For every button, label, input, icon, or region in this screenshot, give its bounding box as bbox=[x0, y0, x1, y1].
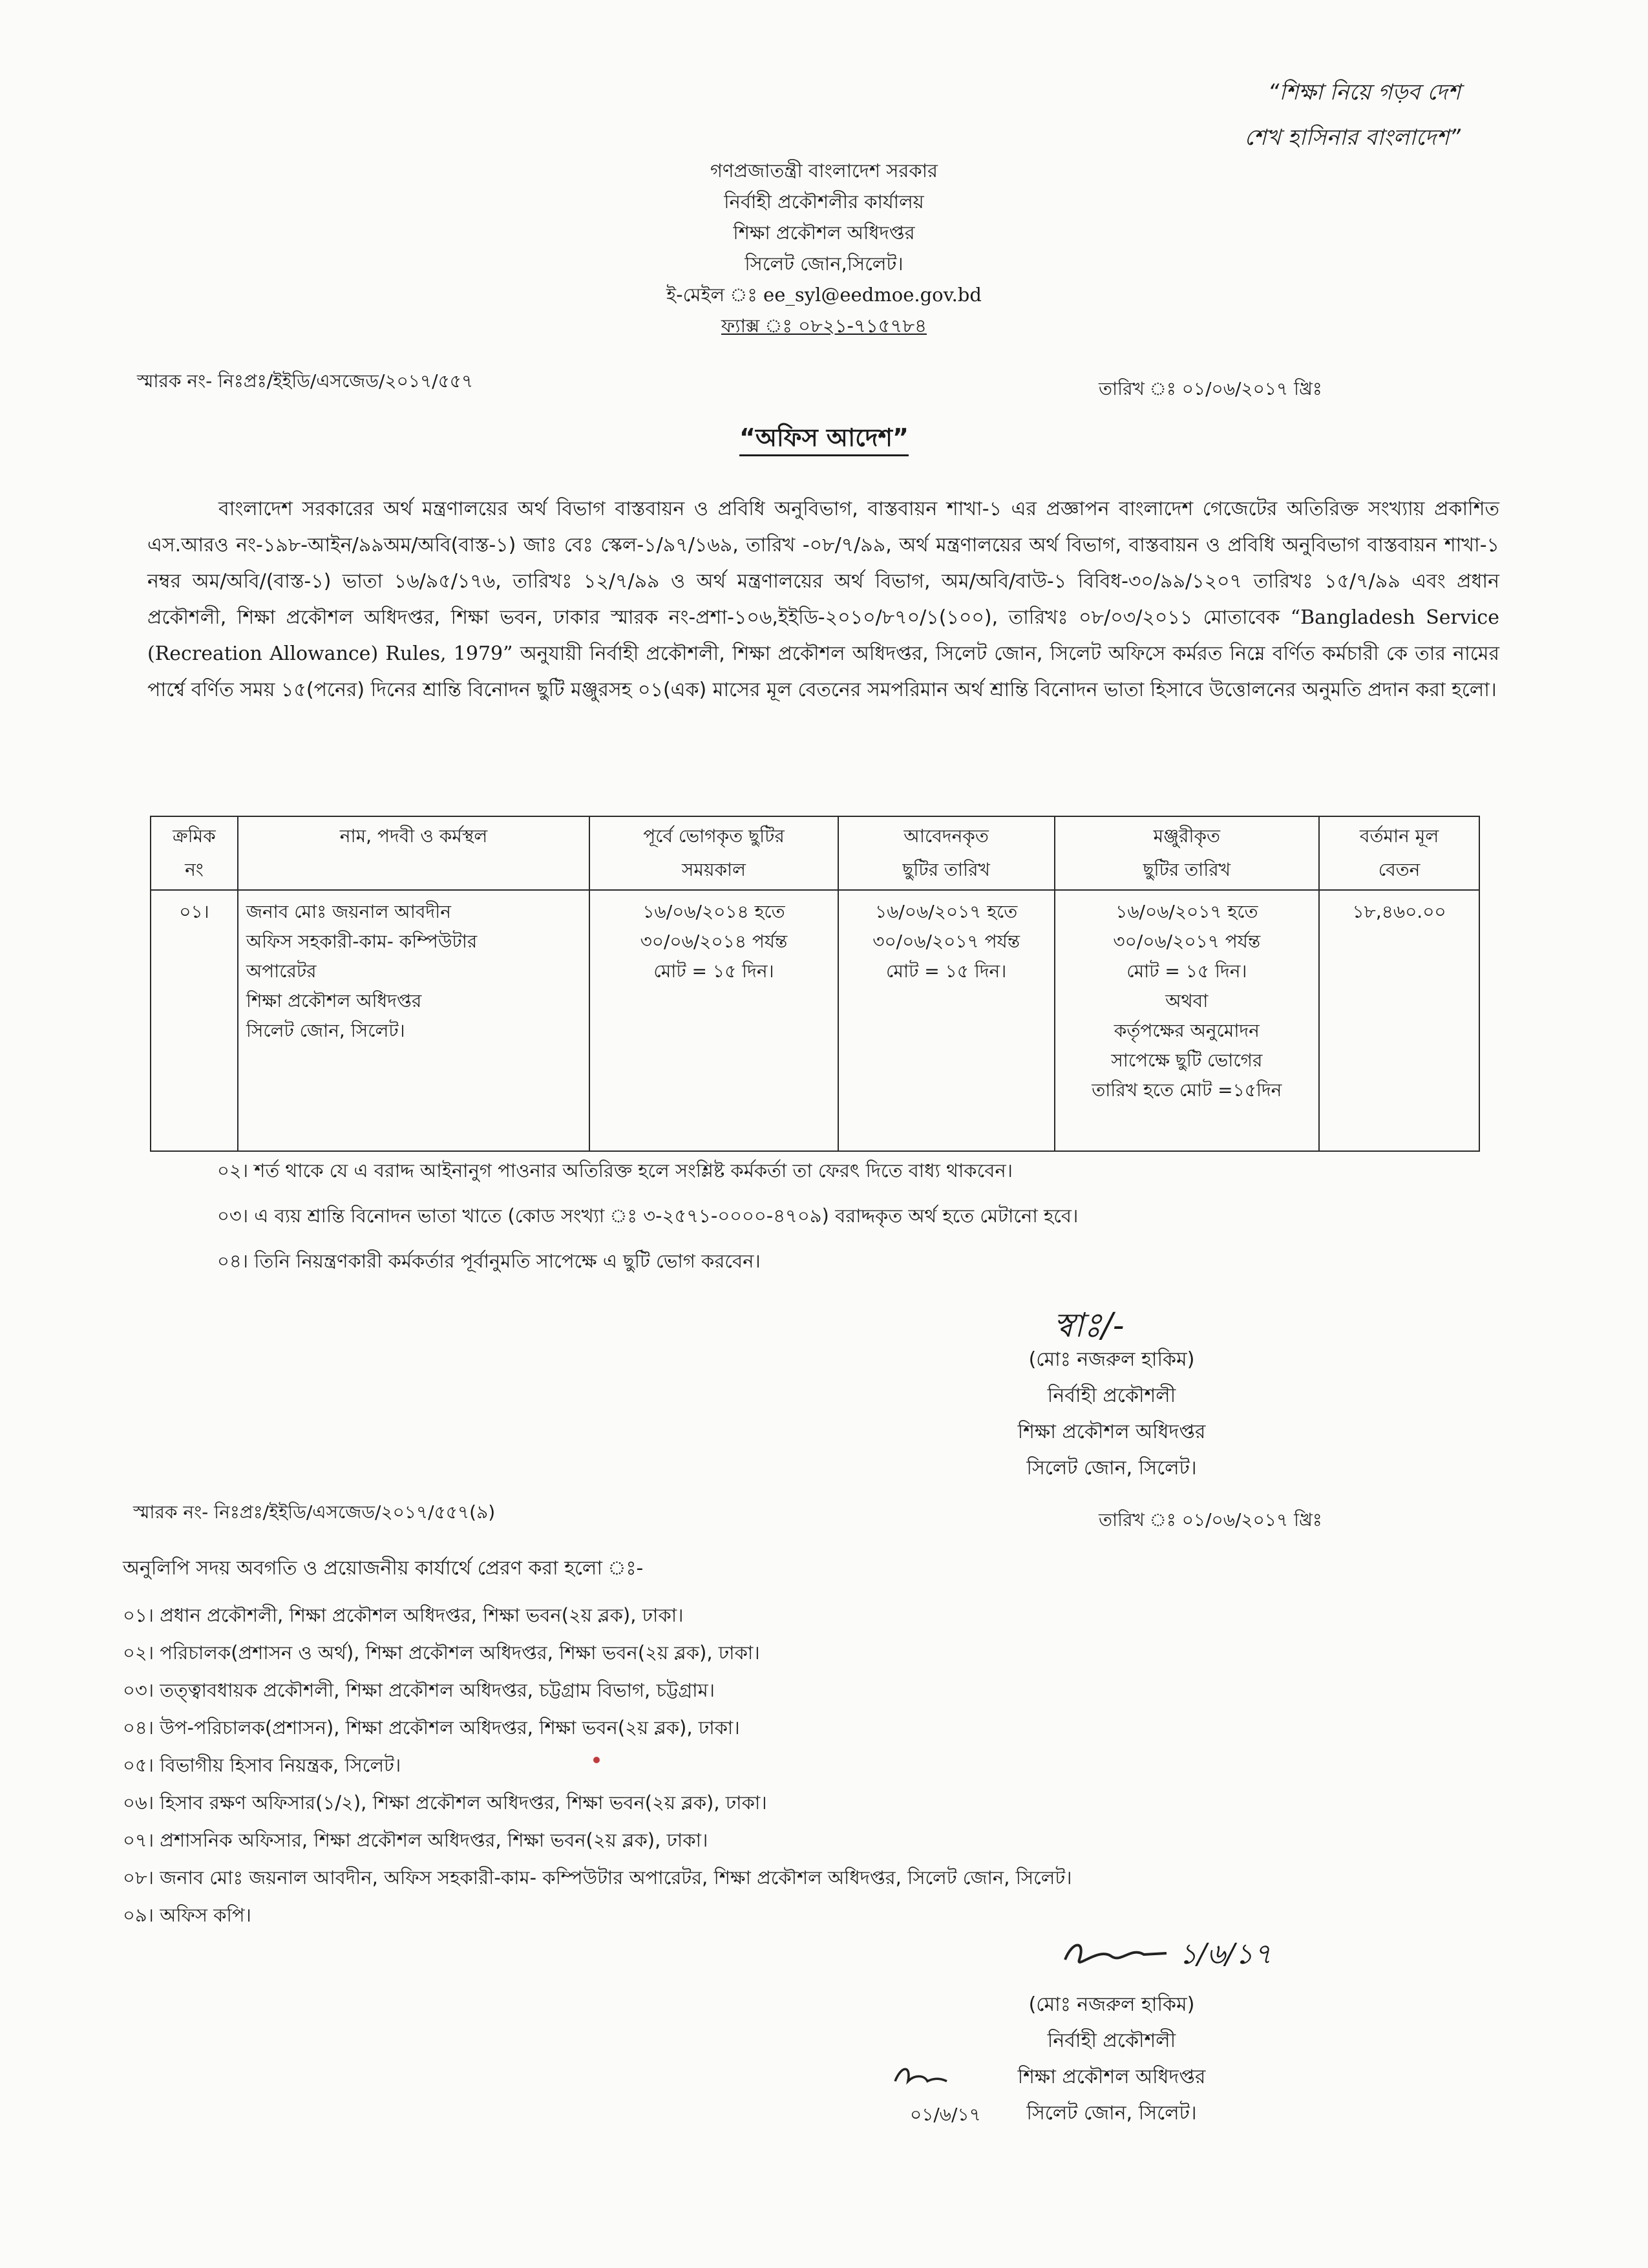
table-header-row bbox=[151, 816, 1479, 890]
initial-scribble-icon bbox=[892, 2062, 950, 2094]
header-serial-l2: নং bbox=[185, 859, 204, 880]
email-address: ee_syl@eedmoe.gov.bd bbox=[763, 284, 982, 306]
sanctioned-line-3: মোট = ১৫ দিন। bbox=[1126, 960, 1247, 982]
sanctioned-line-7: তারিখ হতে মোট =১৫দিন bbox=[1092, 1079, 1282, 1101]
leave-table bbox=[150, 816, 1480, 1152]
header-prev-l1: পূর্বে ভোগকৃত ছুটির bbox=[643, 825, 785, 847]
signatory-block-2 bbox=[931, 1987, 1293, 2132]
header-line-3: শিক্ষা প্রকৌশল অধিদপ্তর bbox=[733, 222, 915, 244]
distribution-list bbox=[123, 1596, 1072, 1934]
header-salary-l1: বর্তমান মূল bbox=[1359, 825, 1439, 847]
list-item: ০৮। জনাব মোঃ জয়নাল আবদীন, অফিস সহকারী-কাম- কম্পিউটার অপারেটর, শিক্ষা প্রকৌশল অধিদপ্তর, সিলেট জোন, সিলেট। bbox=[123, 1867, 1072, 1889]
condition-item: ০২। শর্ত থাকে যে এ বরাদ্দ আইনানুগ পাওনার অতিরিক্ত হলে সংশ্লিষ্ট কর্মকর্তা তা ফেরৎ দিতে বাধ্য থাকবেন। bbox=[217, 1160, 1013, 1182]
header-sanctioned-l2: ছুটির তারিখ bbox=[1143, 859, 1231, 880]
header-line-1: গণপ্রজাতন্ত্রী বাংলাদেশ সরকার bbox=[710, 160, 938, 182]
memo-date-2: তারিখ ঃ ০১/০৬/২০১৭ খ্রিঃ bbox=[1099, 1509, 1322, 1531]
order-title bbox=[0, 419, 1648, 460]
applied-line-3: মোট = ১৫ দিন। bbox=[886, 960, 1007, 982]
sanctioned-line-6: সাপেক্ষে ছুটি ভোগের bbox=[1111, 1050, 1263, 1071]
cell-name bbox=[238, 890, 589, 1151]
header-line-4: সিলেট জোন,সিলেট। bbox=[745, 253, 903, 275]
signatory-name: (মোঃ নজরুল হাকিম) bbox=[1028, 1993, 1195, 2016]
header-sanctioned-leave bbox=[1055, 816, 1320, 890]
header-prev-l2: সময়কাল bbox=[681, 859, 746, 880]
signature-2 bbox=[1060, 1933, 1272, 1980]
memo-date-1: তারিখ ঃ ০১/০৬/২০১৭ খ্রিঃ bbox=[1099, 378, 1322, 399]
header-applied-l2: ছুটির তারিখ bbox=[902, 859, 990, 880]
name-line-1: জনাব মোঃ জয়নাল আবদীন bbox=[246, 901, 451, 922]
signature-1: স্বাঃ/- bbox=[1053, 1306, 1125, 1345]
cell-sanctioned-leave bbox=[1055, 890, 1320, 1151]
paragraph-part-2: অনুযায়ী নির্বাহী প্রকৌশলী, শিক্ষা প্রকৌশল অধিদপ্তর, সিলেট জোন, সিলেট অফিসে কর্মরত নিম্নে বর্ণিত কর্মচারী কে তার নামের পার্শ্বে বর্ণিত সময় ১৫(পনের) দিনের শ্রান্তি বিনোদন ছুটি মঞ্জুরসহ ০১(এক) মাসের মূল বেতনের সমপরিমান অর্থ শ্রান্তি বিনোদন ভাতা হিসাবে উত্তোলনের অনুমতি প্রদান করা হলো। bbox=[147, 642, 1499, 701]
signatory-designation: নির্বাহী প্রকৌশলী bbox=[1047, 1384, 1176, 1407]
name-line-4: শিক্ষা প্রকৌশল অধিদপ্তর bbox=[246, 990, 422, 1012]
name-line-3: অপারেটর bbox=[246, 960, 317, 982]
office-header bbox=[0, 155, 1648, 341]
signatory-department: শিক্ষা প্রকৌশল অধিদপ্তর bbox=[1017, 2066, 1206, 2088]
header-serial-l1: ক্রমিক bbox=[173, 825, 216, 847]
conditions-list bbox=[217, 1148, 1078, 1284]
paragraph-part-1: বাংলাদেশ সরকারের অর্থ মন্ত্রণালয়ের অর্থ বিভাগ বাস্তবায়ন ও প্রবিধি অনুবিভাগ, বাস্তবায়ন শাখা-১ এর প্রজ্ঞাপন বাংলাদেশ গেজেটের অতিরিক্ত সংখ্যায় প্রকাশিত এস.আরও নং-১৯৮-আইন/৯৯অম/অবি(বাস্ত-১) জাঃ বেঃ স্কেল-১/৯৭/১৬৯, তারিখ -০৮/৭/৯৯, অর্থ মন্ত্রণালয়ের অর্থ বিভাগ, বাস্তবায়ন ও প্রবিধি অনুবিভাগ বাস্তবায়ন শাখা-১ নম্বর অম/অবি/(বাস্ত-১) ভাতা ১৬/৯৫/১৭৬, তারিখঃ ১২/৭/৯৯ ও অর্থ মন্ত্রণালয়ের অর্থ বিভাগ, অম/অবি/বাউ-১ বিবিধ-৩০/৯৯/১২০৭ তারিখঃ ১৫/৭/৯৯ এবং প্রধান প্রকৌশলী, শিক্ষা প্রকৌশল অধিদপ্তর, শিক্ষা ভবন, ঢাকার স্মারক নং-প্রশা-১০৬,ইইডি-২০১০/৮৭০/১(১০০), তারিখঃ ০৮/০৩/২০১১ মোতাবেক bbox=[147, 498, 1499, 629]
cell-basic-salary: ১৮,৪৬০.০০ bbox=[1319, 890, 1479, 1151]
sanctioned-line-1: ১৬/০৬/২০১৭ হতে bbox=[1115, 901, 1258, 922]
list-item: ০১। প্রধান প্রকৌশলী, শিক্ষা প্রকৌশল অধিদপ্তর, শিক্ষা ভবন(২য় ব্লক), ঢাকা। bbox=[123, 1604, 684, 1626]
prev-line-3: মোট = ১৫ দিন। bbox=[653, 960, 774, 982]
list-item: ০২। পরিচালক(প্রশাসন ও অর্থ), শিক্ষা প্রকৌশল অধিদপ্তর, শিক্ষা ভবন(২য় ব্লক), ঢাকা। bbox=[123, 1642, 760, 1664]
copy-intro: অনুলিপি সদয় অবগতি ও প্রয়োজনীয় কার্যার্থে প্রেরণ করা হলো ঃ- bbox=[123, 1557, 644, 1580]
signatory-block-1 bbox=[931, 1342, 1293, 1487]
cell-previous-leave bbox=[589, 890, 838, 1151]
header-applied-l1: আবেদনকৃত bbox=[903, 825, 989, 847]
header-salary-l2: বেতন bbox=[1378, 859, 1421, 880]
table-row bbox=[151, 890, 1479, 1151]
header-email-line bbox=[0, 279, 1648, 310]
list-item: ০৪। উপ-পরিচালক(প্রশাসন), শিক্ষা প্রকৌশল অধিদপ্তর, শিক্ষা ভবন(২য় ব্লক), ঢাকা। bbox=[123, 1717, 740, 1739]
sanctioned-line-4: অথবা bbox=[1165, 990, 1209, 1012]
signatory-department: শিক্ষা প্রকৌশল অধিদপ্তর bbox=[1017, 1421, 1206, 1443]
signatory-designation: নির্বাহী প্রকৌশলী bbox=[1047, 2030, 1176, 2052]
header-applied-leave bbox=[838, 816, 1055, 890]
header-basic-salary bbox=[1319, 816, 1479, 890]
list-item: ০৫। বিভাগীয় হিসাব নিয়ন্ত্রক, সিলেট। bbox=[123, 1754, 401, 1776]
header-serial bbox=[151, 816, 238, 890]
applied-line-1: ১৬/০৬/২০১৭ হতে bbox=[875, 901, 1018, 922]
header-previous-leave bbox=[589, 816, 838, 890]
sanctioned-line-5: কর্তৃপক্ষের অনুমোদন bbox=[1114, 1020, 1260, 1041]
list-item: ০৬। হিসাব রক্ষণ অফিসার(১/২), শিক্ষা প্রকৌশল অধিদপ্তর, শিক্ষা ভবন(২য় ব্লক), ঢাকা। bbox=[123, 1792, 767, 1814]
cell-applied-leave bbox=[838, 890, 1055, 1151]
order-title-text: “অফিস আদেশ” bbox=[739, 423, 909, 456]
signatory-location: সিলেট জোন, সিলেট। bbox=[1026, 1457, 1197, 1479]
motto-line-2: শেখ হাসিনার বাংলাদেশ” bbox=[1244, 125, 1461, 151]
prev-line-1: ১৬/০৬/২০১৪ হতে bbox=[642, 901, 785, 922]
applied-line-2: ৩০/০৬/২০১৭ পর্যন্ত bbox=[872, 931, 1020, 952]
name-line-2: অফিস সহকারী-কাম- কম্পিউটার bbox=[246, 931, 478, 952]
header-line-2: নির্বাহী প্রকৌশলীর কার্যালয় bbox=[724, 191, 924, 213]
condition-item: ০৩। এ ব্যয় শ্রান্তি বিনোদন ভাতা খাতে (কোড সংখ্যা ঃ ৩-২৫৭১-০০০০-৪৭০৯) বরাদ্দকৃত অর্থ হতে মেটানো হবে। bbox=[217, 1205, 1079, 1227]
cell-serial: ০১। bbox=[151, 890, 238, 1151]
email-label: ই-মেইল ঃ bbox=[666, 284, 757, 306]
motto-line-1: “শিক্ষা নিয়ে গড়ব দেশ bbox=[1267, 79, 1461, 105]
fax-number: ফ্যাক্স ঃ ০৮২১-৭১৫৭৮৪ bbox=[721, 315, 927, 337]
condition-item: ০৪। তিনি নিয়ন্ত্রণকারী কর্মকর্তার পূর্বানুমতি সাপেক্ষে এ ছুটি ভোগ করবেন। bbox=[217, 1250, 761, 1272]
header-name: নাম, পদবী ও কর্মস্থল bbox=[238, 816, 589, 890]
signature-scribble-icon bbox=[1060, 1934, 1170, 1979]
signature-2-date: ১/৬/১৭ bbox=[1179, 1938, 1272, 1971]
order-paragraph bbox=[147, 491, 1499, 708]
list-item: ০৩। তত্ত্বাবধায়ক প্রকৌশলী, শিক্ষা প্রকৌশল অধিদপ্তর, চট্টগ্রাম বিভাগ, চট্টগ্রাম। bbox=[123, 1679, 715, 1701]
memo-reference-1: স্মারক নং- নিঃপ্রঃ/ইইডি/এসজেড/২০১৭/৫৫৭ bbox=[137, 370, 474, 392]
initial-scribble bbox=[892, 2062, 950, 2101]
name-line-5: সিলেট জোন, সিলেট। bbox=[246, 1020, 405, 1041]
rule-name: “Bangladesh Service (Recreation Allowance) Rules, 1979” bbox=[147, 606, 1499, 665]
motto bbox=[1245, 70, 1461, 160]
list-item: ০৯। অফিস কপি। bbox=[123, 1904, 251, 1926]
header-sanctioned-l1: মঞ্জুরীকৃত bbox=[1153, 825, 1221, 847]
sanctioned-line-2: ৩০/০৬/২০১৭ পর্যন্ত bbox=[1113, 931, 1261, 952]
signatory-location: সিলেট জোন, সিলেট। bbox=[1026, 2102, 1197, 2125]
signatory-name: (মোঃ নজরুল হাকিম) bbox=[1028, 1348, 1195, 1371]
list-item: ০৭। প্রশাসনিক অফিসার, শিক্ষা প্রকৌশল অধিদপ্তর, শিক্ষা ভবন(২য় ব্লক), ঢাকা। bbox=[123, 1829, 708, 1851]
prev-line-2: ৩০/০৬/২০১৪ পর্যন্ত bbox=[640, 931, 788, 952]
memo-reference-2: স্মারক নং- নিঃপ্রঃ/ইইডি/এসজেড/২০১৭/৫৫৭(৯) bbox=[133, 1501, 496, 1523]
initial-stamp-date: ০১/৬/১৭ bbox=[910, 2104, 981, 2125]
